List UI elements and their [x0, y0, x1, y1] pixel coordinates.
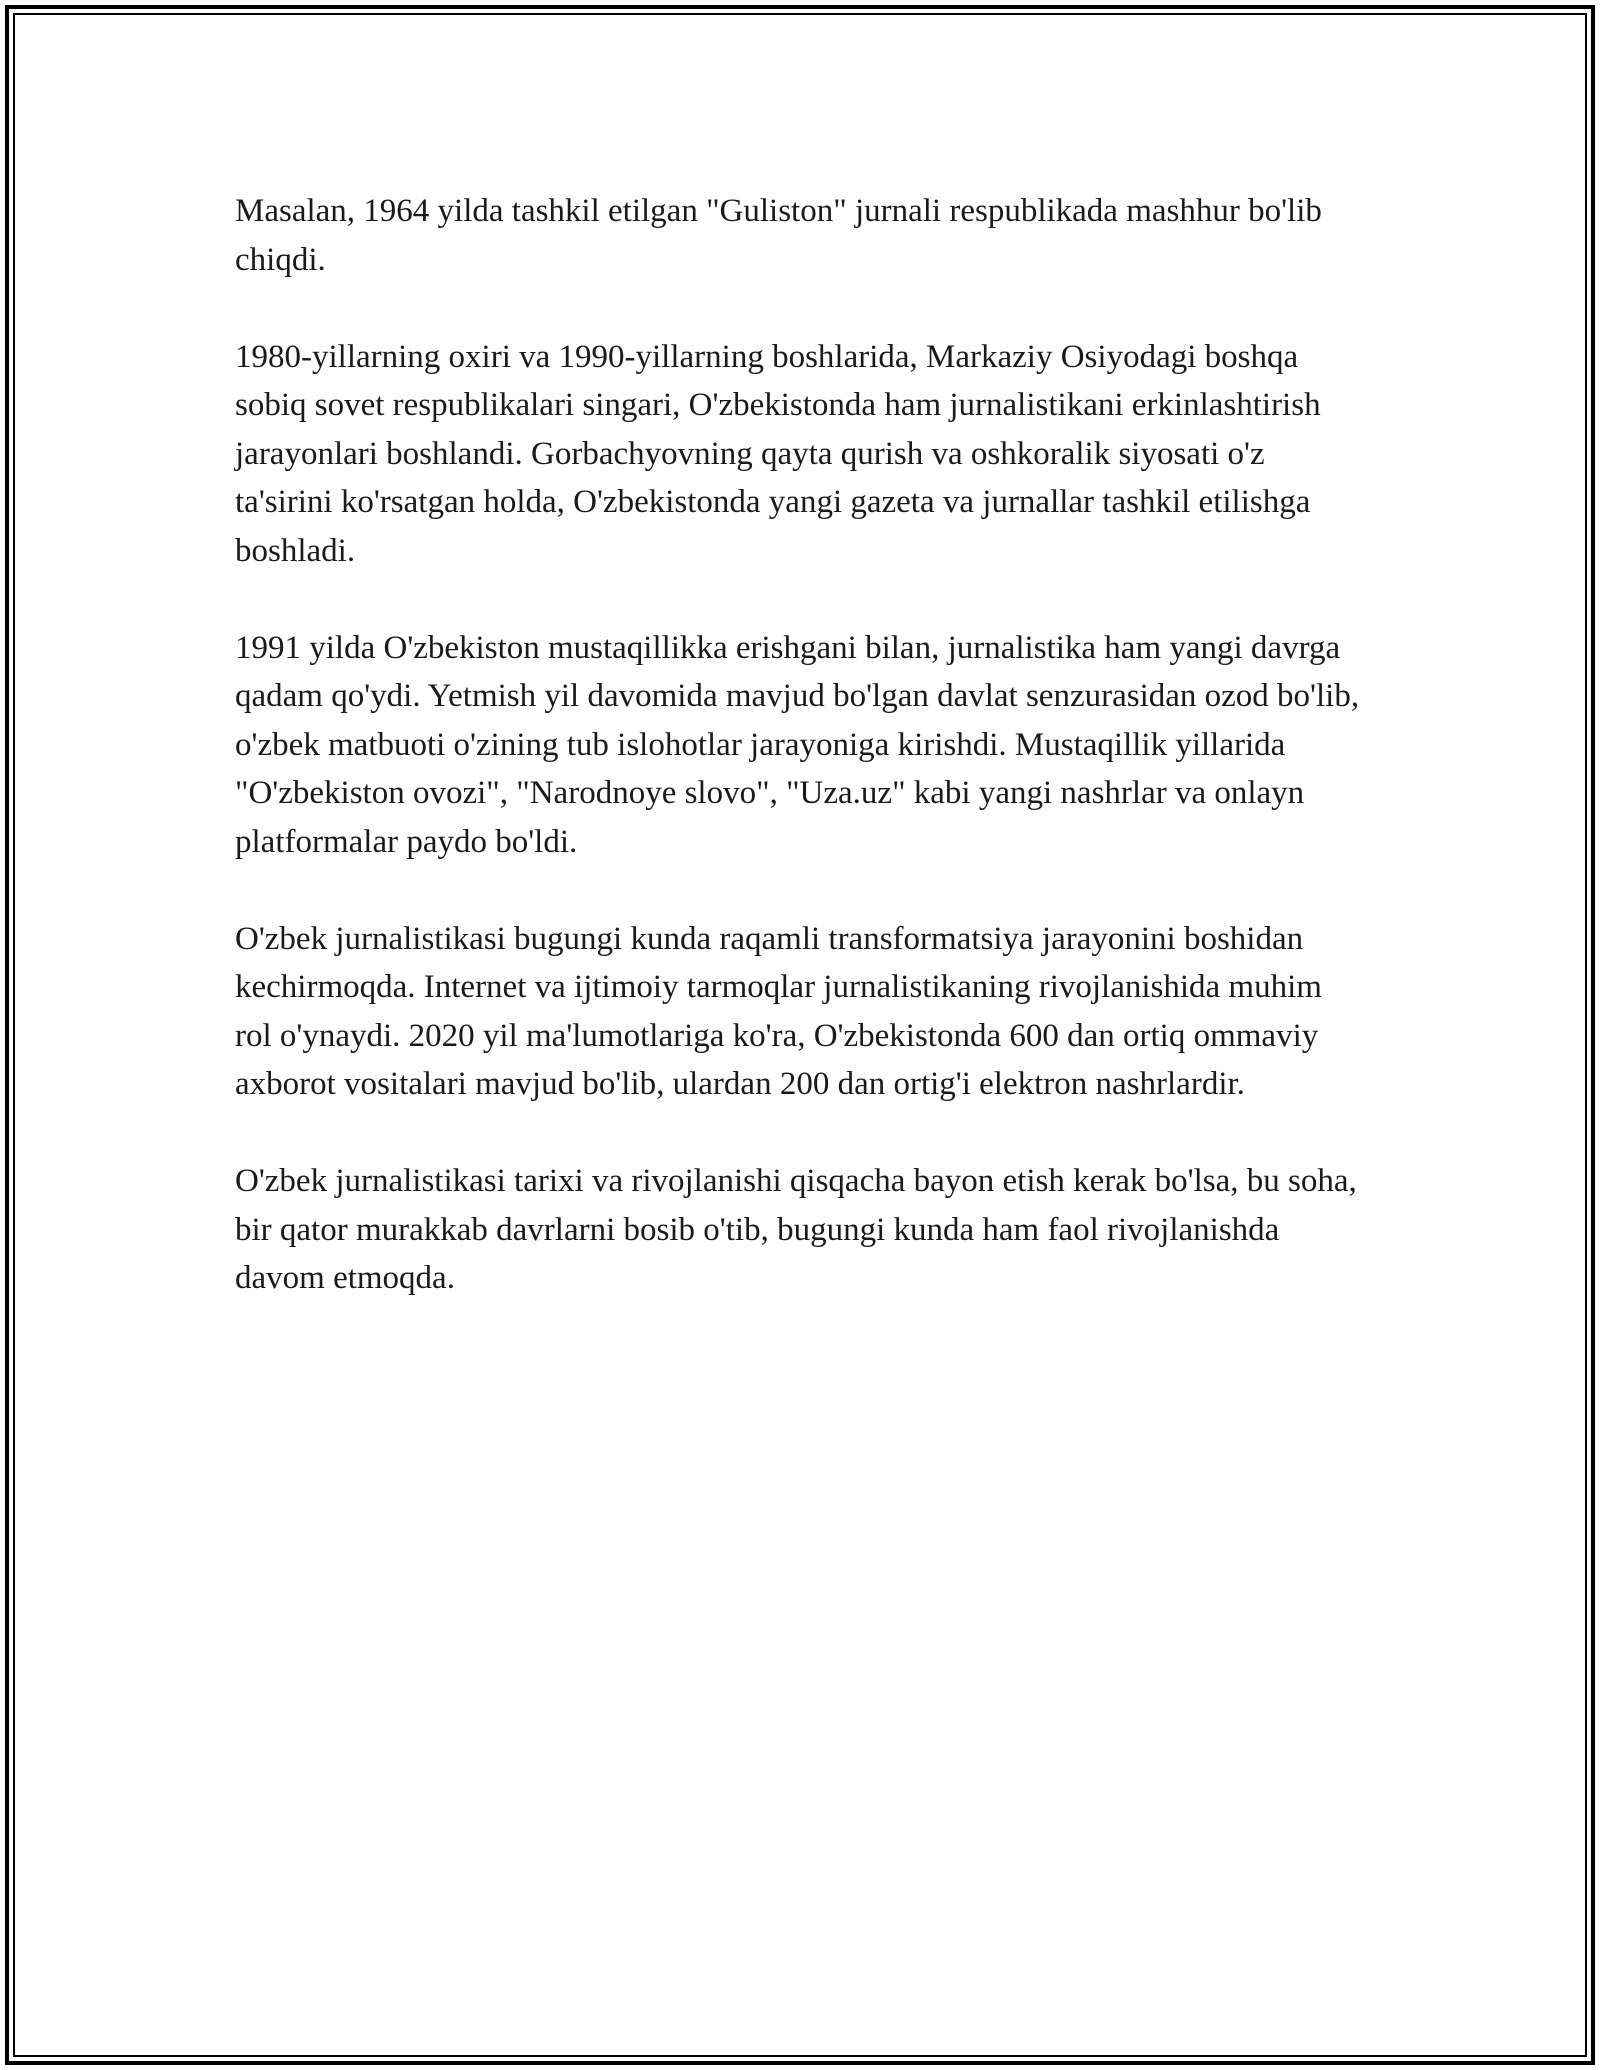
paragraph-digital-transformation: O'zbek jurnalistikasi bugungi kunda raqamli transformatsiya jarayonini boshidan kechirmoqda. Internet va ijtimoiy tarmoqlar jurnalistikaning rivojlanishida muhim rol o'ynaydi. 2020 yil ma'lumotlariga ko'ra, O'zbekistonda 600 dan ortiq ommaviy axborot vositalari mavjud bo'lib, ulardan 200 dan ortig'i elektron nashrlardir. [235, 920, 1322, 1102]
paragraph-independence-1991: 1991 yilda O'zbekiston mustaqillikka erishgani bilan, jurnalistika ham yangi davrga qadam qo'ydi. Yetmish yil davomida mavjud bo'lgan davlat senzurasidan ozod bo'lib, o'zbek matbuoti o'zining tub islohotlar jarayoniga kirishdi. Mustaqillik yillarida "O'zbekiston ovozi", "Narodnoye slovo", "Uza.uz" kabi yangi nashrlar va onlayn platformalar paydo bo'ldi. [235, 629, 1360, 860]
paragraph-guliston: Masalan, 1964 yilda tashkil etilgan "Guliston" jurnali respublikada mashhur bo'lib chiqdi. [235, 193, 1322, 278]
document-body [235, 187, 1365, 1351]
paragraph-1980s-liberalization: 1980-yillarning oxiri va 1990-yillarning boshlarida, Markaziy Osiyodagi boshqa sobiq sovet respublikalari singari, O'zbekistonda ham jurnalistikani erkinlashtirish jarayonlari boshlandi. Gorbachyovning qayta qurish va oshkoralik siyosati o'z ta'sirini ko'rsatgan holda, O'zbekistonda yangi gazeta va jurnallar tashkil etilishga boshladi. [235, 338, 1321, 569]
paragraph-conclusion: O'zbek jurnalistikasi tarixi va rivojlanishi qisqacha bayon etish kerak bo'lsa, bu soha, bir qator murakkab davrlarni bosib o'tib, bugungi kunda ham faol rivojlanishda davom etmoqda. [235, 1163, 1357, 1296]
